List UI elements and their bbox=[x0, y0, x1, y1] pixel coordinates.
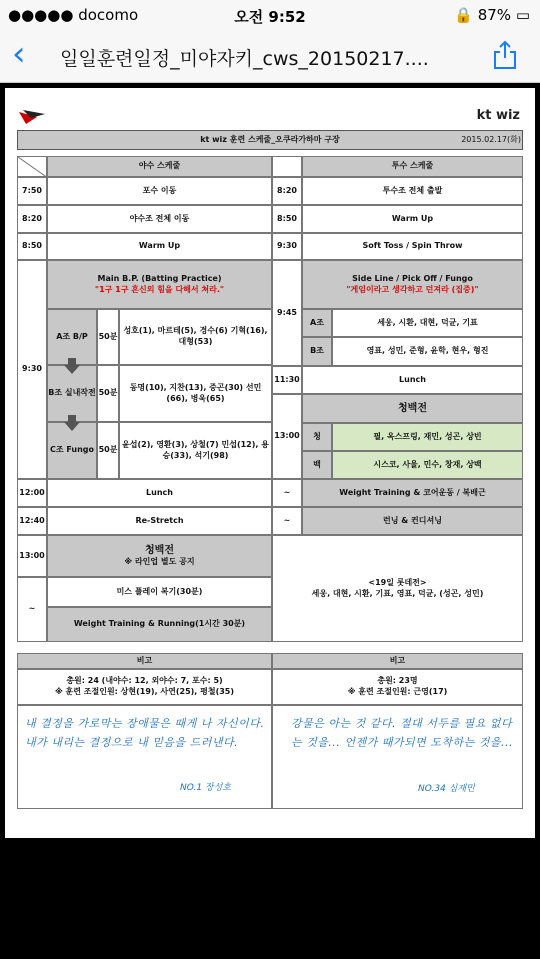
left-roster-summary bbox=[17, 669, 272, 705]
group-b-label: B조 bbox=[302, 337, 332, 366]
duration-cell: 50분 bbox=[97, 365, 119, 422]
time-cell: 9:30 bbox=[17, 260, 47, 479]
side-line-cell bbox=[302, 260, 523, 309]
time-cell: 9:30 bbox=[272, 233, 302, 260]
side-line-note: "게임이라고 생각하고 던져라 (집중)" bbox=[346, 284, 479, 294]
down-arrow-icon bbox=[64, 358, 80, 374]
time-cell: 12:00 bbox=[17, 479, 47, 507]
left-adjust: ※ 훈련 조절인원: 상현(19), 사연(25), 평철(35) bbox=[54, 687, 235, 696]
scrimmage-header: 청백전 bbox=[302, 394, 523, 423]
member-cell: 성호(1), 마르테(5), 경수(6) 기혁(16), 대형(53) bbox=[119, 309, 272, 365]
right-handwritten-quote: 강물은 아는 것 같다. 절대 서두를 필요 없다는 것을... 언젠가 때가되면 도착하는 것을... bbox=[291, 717, 513, 750]
scrimmage-title: 청백전 bbox=[145, 544, 174, 556]
activity-cell: 야수조 전체 이동 bbox=[47, 205, 272, 233]
document-title: 일일훈련일정_미야자키_cws_20150217.... bbox=[60, 48, 429, 70]
member-cell: 동명(10), 지찬(13), 중곤(30) 선민(66), 병욱(65) bbox=[119, 365, 272, 422]
clock: 오전 9:52 bbox=[234, 8, 306, 26]
time-cell: 13:00 bbox=[272, 394, 302, 479]
main-bp-note: "1구 1구 혼신의 힘을 다해서 쳐라." bbox=[94, 284, 225, 294]
member-cell: 세웅, 시환, 대현, 덕균, 기표 bbox=[332, 309, 523, 337]
battery-label: 🔒 87% ▭ bbox=[454, 6, 530, 24]
time-cell: 9:45 bbox=[272, 260, 302, 366]
down-arrow-icon bbox=[64, 415, 80, 431]
right-adjust: ※ 훈련 조절인원: 근영(17) bbox=[347, 687, 448, 696]
back-chevron-icon[interactable]: ‹ bbox=[12, 34, 26, 74]
main-bp-title: Main B.P. (Batting Practice) bbox=[97, 273, 222, 283]
pitcher-corner bbox=[272, 156, 302, 177]
group-c-label: C조 Fungo bbox=[47, 422, 97, 479]
nav-bar bbox=[0, 30, 540, 83]
activity-cell: 포수 이동 bbox=[47, 177, 272, 205]
activity-cell: Weight Training & 코어운동 / 복배근 bbox=[302, 479, 523, 507]
team-blue-members: 필, 옥스프링, 재민, 성곤, 상빈 bbox=[332, 423, 523, 451]
side-line-title: Side Line / Pick Off / Fungo bbox=[352, 273, 473, 283]
right-roster-summary bbox=[272, 669, 523, 705]
activity-cell: Weight Training & Running(1시간 30분) bbox=[47, 607, 272, 642]
left-total: 총원: 24 (내야수: 12, 외야수: 7, 포수: 5) bbox=[66, 676, 223, 686]
group-a-label: A조 bbox=[302, 309, 332, 337]
team-white-label: 백 bbox=[302, 451, 332, 479]
dark-backdrop bbox=[0, 838, 540, 959]
activity-cell: 런닝 & 컨디셔닝 bbox=[302, 507, 523, 535]
schedule-date: 2015.02.17(화) bbox=[461, 134, 521, 144]
left-handwritten-quote: 내 결정을 가로막는 장애물은 때게 나 자신이다. 내가 내리는 결정으로 내 믿음을 드러낸다. bbox=[25, 717, 265, 750]
lotte-game-cell bbox=[272, 535, 523, 642]
team-blue-label: 청 bbox=[302, 423, 332, 451]
time-cell: ~ bbox=[17, 577, 47, 642]
kt-wiz-logo: kt wiz bbox=[476, 108, 520, 123]
time-cell: 8:20 bbox=[272, 177, 302, 205]
activity-cell: 미스 플레이 복기(30분) bbox=[47, 577, 272, 607]
group-b-label: B조 실내작전 bbox=[47, 365, 97, 422]
time-cell: 13:00 bbox=[17, 535, 47, 577]
time-cell: ~ bbox=[272, 479, 302, 507]
scrimmage-note: ※ 라인업 별도 공지 bbox=[124, 557, 195, 567]
pitcher-header: 투수 스케줄 bbox=[302, 156, 523, 177]
right-signature: NO.34 심재민 bbox=[418, 784, 475, 794]
time-cell: 8:50 bbox=[272, 205, 302, 233]
duration-cell: 50분 bbox=[97, 309, 119, 365]
logo-swoosh-icon bbox=[17, 108, 47, 126]
group-a-label: A조 B/P bbox=[47, 309, 97, 365]
time-cell: ~ bbox=[272, 507, 302, 535]
activity-cell: Re-Stretch bbox=[47, 507, 272, 535]
duration-cell: 50분 bbox=[97, 422, 119, 479]
fielder-header: 야수 스케줄 bbox=[47, 156, 272, 177]
left-signature: NO.1 장성호 bbox=[180, 783, 231, 793]
member-cell: 영표, 성민, 준형, 윤학, 현우, 형진 bbox=[332, 337, 523, 366]
remarks-header-left: 비고 bbox=[17, 653, 272, 669]
team-white-members: 시스코, 사울, 민수, 창재, 상백 bbox=[332, 451, 523, 479]
right-total: 총원: 23명 bbox=[377, 676, 418, 686]
remarks-header-right: 비고 bbox=[272, 653, 523, 669]
time-cell: 7:50 bbox=[17, 177, 47, 205]
lotte-game-title: <19일 롯데전> bbox=[368, 577, 427, 587]
activity-cell: Warm Up bbox=[47, 233, 272, 260]
main-bp-cell bbox=[47, 260, 272, 309]
activity-cell: 투수조 전체 출발 bbox=[302, 177, 523, 205]
time-cell: 11:30 bbox=[272, 366, 302, 394]
schedule-document bbox=[5, 88, 535, 838]
activity-cell: Lunch bbox=[302, 366, 523, 394]
time-cell: 12:40 bbox=[17, 507, 47, 535]
time-cell: 8:50 bbox=[17, 233, 47, 260]
status-bar bbox=[0, 0, 540, 30]
scrimmage-cell bbox=[47, 535, 272, 577]
member-cell: 윤섭(2), 영환(3), 상철(7) 민섭(12), 용승(33), 석기(98) bbox=[119, 422, 272, 479]
time-cell: 8:20 bbox=[17, 205, 47, 233]
activity-cell: Soft Toss / Spin Throw bbox=[302, 233, 523, 260]
activity-cell: Lunch bbox=[47, 479, 272, 507]
lotte-game-members: 세웅, 대현, 시환, 기표, 영표, 덕균, (성곤, 성민) bbox=[311, 588, 484, 598]
corner-cell bbox=[17, 156, 47, 177]
page-title: kt wiz 훈련 스케줄_오쿠라가하마 구장 bbox=[200, 134, 340, 144]
activity-cell: Warm Up bbox=[302, 205, 523, 233]
carrier-label: ●●●●● docomo bbox=[8, 6, 139, 24]
share-icon[interactable] bbox=[492, 40, 518, 70]
